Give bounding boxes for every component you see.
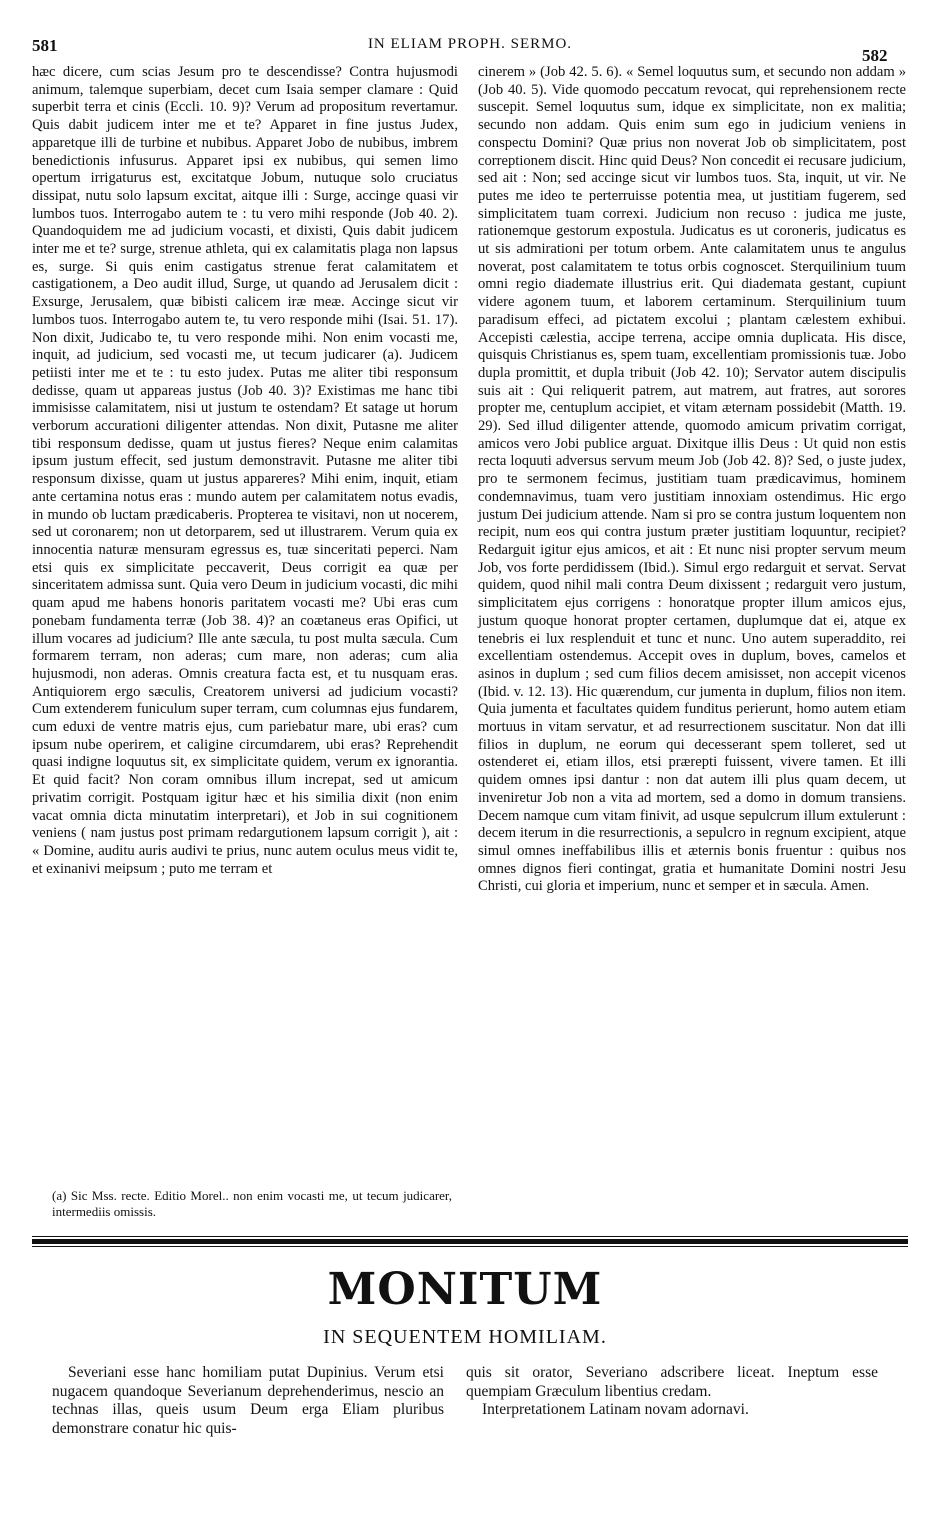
right-column-text: cinerem » (Job 42. 5. 6). « Semel loquutus sum, et secundo non addam » (Job 40. 5). Vide quomodo peccatum revocat, qui reprehensionem recte suscepit. Semel loquutus sum, idque ex simplicitate, non ex malitia; secundo non addam. Quis enim sum ego in judicium veniens in conspectu Domini? Quæ prius non noverat Job ob simplicitatem, post correptionem discit. Hinc quid Deus? Non concedit ei recusare judicium, sed ait : Non; sed accinge sicut vir lumbos tuos. Sta, inquit, ut vir. Ne putes me ideo te perterruisse potentia mea, ut justitiam fugerem, sed simplicitatem tuam correxi. Judicium non recuso : judica me juste, rationemque gestorum expostula. Judicatus es ut coroneris, judicatus es ut sis admirationi per totum orbem. Ante calamitatem unus te angulus noverat, post calamitatem te totus orbis cognoscet. Sterquilinium tuum omni regio diademate illustrius erit. Qui diademata gestant, cupiunt videre agonem tuum, et laborem certaminum. Sterquilinium tuum paradisum effeci, ad pictatem excolui ; plantam cælestem exhibui. Accepisti cælestia, accipe terrena, accipe omnia duplicata. His disce, quisquis Christianus es, spem tuam, excellentiam promissionis tuæ. Jobo dupla promittit, et dupla tribuit (Job 42. 10); Servator autem discipulis suis ait : Qui reliquerit patrem, aut matrem, aut fratres, aut sorores propter me, centuplum accipiet, et vitam æternam possidebit (Matth. 19. 29). Sed illud diligenter attende, quomodo amicum privatim corrigat, amicos vero Jobi publice arguat. Dixitque illis Deus : Ut quid non estis recta loquuti adversus servum meum Job (Job 42. 8)? Sed, o juste judex, pro te sermonem fecimus, justitiam tuam prædicavimus, hominem condemnavimus, tuam vero justitiam innoxiam ostendimus. Hic ergo justum Dei judicium attende. Nam si pro se contra justum loquentem non recipit, num eos qui contra justum præter justitiam loquuntur, recipiet? Redarguit igitur ejus amicos, et ait : Et nunc nisi propter servum meum Job, vos forte perdidissem (Ibid.). Simul ergo redarguit et servat. Servat quidem, quod nihil mali contra Deum dixissent ; redarguit vero justum, simplicitatem ejus corrigens : honoratque propter illum amicos ejus, justum quoque honorat propter certamen, duplumque dat ei, atque ex tenebris ei lux resplenduit et tunc et nunc. Uno autem superaddito, rei excellentiam ostendemus. Accepit oves in duplum, boves, camelos et asinos in duplum ; sed cum filios decem amisisset, non accepit vicenos (Ibid. v. 12. 13). Hic quærendum, cur jumenta in duplum, filios non item. Quia jumenta et facultates quidem funditus perierunt, homo autem etiam mortuus in vitam servatur, et ad resurrectionem suscitatur. Non dat illi filios in duplum, ne eorum qui decesserant spem tolleret, sed ut ostenderet ei, etiam illos, etsi prærepti fuissent, vivere tamen. Et illi quidem omnes ipsi dantur : non dat autem illi plus quam decem, ut inveniretur Job non a vita ad mortem, sed a domo in domum transiens. Decem namque cum vitam finivit, ad usque sepulcrum illum extulerunt : decem iterum in die resurrectionis, a sepulcro in regnum excipient, atque simul omnes ineffabilibus illis et æternis bonis fruentur : quibus nos omnes dignos fieri contingat, gratia et humanitate Domini nostri Jesu Christi, cui gloria et imperium, nunc et semper et in sæcula. Amen. — [478, 64, 907, 895]
monitum-title: MONITUM — [327, 1264, 603, 1315]
monitum-left-text: Severiani esse hanc homiliam putat Dupinius. Verum etsi nugacem quandoque Severianum deprehenderimus, nescio an technas illas, queis usum Deum erga Eliam pluribus demonstrare conatur hic quis- — [52, 1364, 444, 1437]
page-number-left: 581 — [32, 36, 58, 55]
monitum-right-text-1: quis sit orator, Severiano adscribere liceat. Ineptum esse quempiam Græculum libentius credam. — [466, 1364, 878, 1400]
monitum-right-text-2: Interpretationem Latinam novam adornavi. — [482, 1401, 749, 1418]
section-divider — [32, 1236, 908, 1247]
running-title: IN ELIAM PROPH. SERMO. — [367, 36, 573, 52]
left-column-text: hæc dicere, cum scias Jesum pro te descendisse? Contra hujusmodi animum, talemque superbiam, decet cum Isaia semper clamare : Quid superbit terra et cinis (Eccli. 10. 9)? Verum ad propositum revertamur. Quis dabit judicem inter me et te? Apparet in fine justus Judex, apparetque illi de turbine et nubibus. Apparet Jobo de nubibus, imbrem benedictionis infusurus. Apparet ipsi ex nubibus, qui semen limo opertum irrigaturus est, excitatque Jobum, nutuque solo cruciatus dissipat, nutu solo lapsum excitat, aitque illi : Surge, accinge quasi vir lumbos tuos. Interrogabo autem te : tu vero mihi responde (Job 40. 2). Quandoquidem me ad judicium vocasti, et dixisti, Quis dabit judicem inter me et te? surge, strenue athleta, qui ex calamitatis plaga non lapsus es, surge. Si quis enim castigatus strenue ferat calamitatem et castigationem, a Deo audit illud, Surge, ut quando ad Jerusalem dicit : Exsurge, Jerusalem, quæ bibisti calicem iræ meæ. Accinge sicut vir lumbos tuos. Interrogabo autem te, tu vero responde mihi (Isai. 51. 17). Non dixit, Judicabo te, tu vero responde mihi. Non enim vocasti me, inquit, ad judicium, sed vocasti me, ut tecum judicarer (a). Judicem petiisti inter me et te : tu esto judex. Putas me aliter tibi responsum dedisse, quam ut appareas justus (Job 40. 3)? Existimas me hanc tibi immisisse calamitatem, nisi ut justum te ostendam? Et satage ut horum verborum accurationi diligenter attendas. Non dixit, Putasne me aliter tibi responsum dedisse, quam ut justus fieres? Neque enim calamitas ipsum justum effecit, sed justum demonstravit. Putasne me aliter tibi responsum dixisse, quam ut justus appareres? Mihi enim, inquit, etiam ante certamina notus eras : mundo autem per calamitatem notus evadis, in mundo ob luctam prædicaberis. Propterea te visitavi, non ut nocerem, sed ut coronarem; non ut detorparem, sed ut illustrarem. Verum quia ex innocentia naturæ mensuram egressus es, tuæ sinceritati peperci. Nam etsi quis ex simplicitate peccaverit, Deus corrigit ea quæ per sinceritatem admissa sunt. Quia vero Deum in judicium vocasti, dic mihi quam apud me habens honoris paritatem vocasti me? Ubi eras cum ponebam fundamenta terræ (Job 38. 4)? an coætaneus eras Opifici, ut illum vocares ad judicium? Ille ante sæcula, tu post multa sæcula. Cum formarem terram, non aderas; cum mare, non aderas; cum alia hujusmodi, non aderas. Omnis creatura facta est, et tu nusquam eras. Antiquiorem ergo sæculis, Creatorem universi ad judicium vocasti? Cum extenderem funiculum super terram, cum columnas ejus fundarem, cum eduxi de ventre matris ejus, cum pariebatur mare, ubi eras? cum ipsum nube operirem, et caligine circumdarem, ubi eras? Reprehendit quasi indigne loquutus sit, ex simplicitate quidem, verum ex ignorantia. Et quid facit? Non coram omnibus illum increpat, sed ut amicum privatim corrigit. Postquam igitur hæc et his similia dixit (non enim vacat omnia dicta minutatim interpretari), et Job in sui cognitionem veniens ( nam justus post primam redargutionem lapsum corrigit ), ait : « Domine, auditu auris audivi te prius, nunc autem oculus meus vidit te, et exinanivi meipsum ; puto me terram et — [32, 64, 458, 877]
left-text-column — [32, 64, 458, 878]
divider-thick — [32, 1239, 908, 1244]
right-text-column — [478, 64, 906, 896]
monitum-right-column — [466, 1364, 878, 1420]
page-number-right: 582 — [862, 46, 888, 65]
footnote: (a) Sic Mss. recte. Editio Morel.. non enim vocasti me, ut tecum judicarer, intermediis omissis. — [52, 1188, 452, 1219]
divider-thin-bottom — [32, 1246, 908, 1247]
monitum-left-column — [52, 1364, 444, 1438]
divider-thin-top — [32, 1236, 908, 1237]
monitum-subtitle: IN SEQUENTEM HOMILIAM. — [323, 1326, 607, 1348]
